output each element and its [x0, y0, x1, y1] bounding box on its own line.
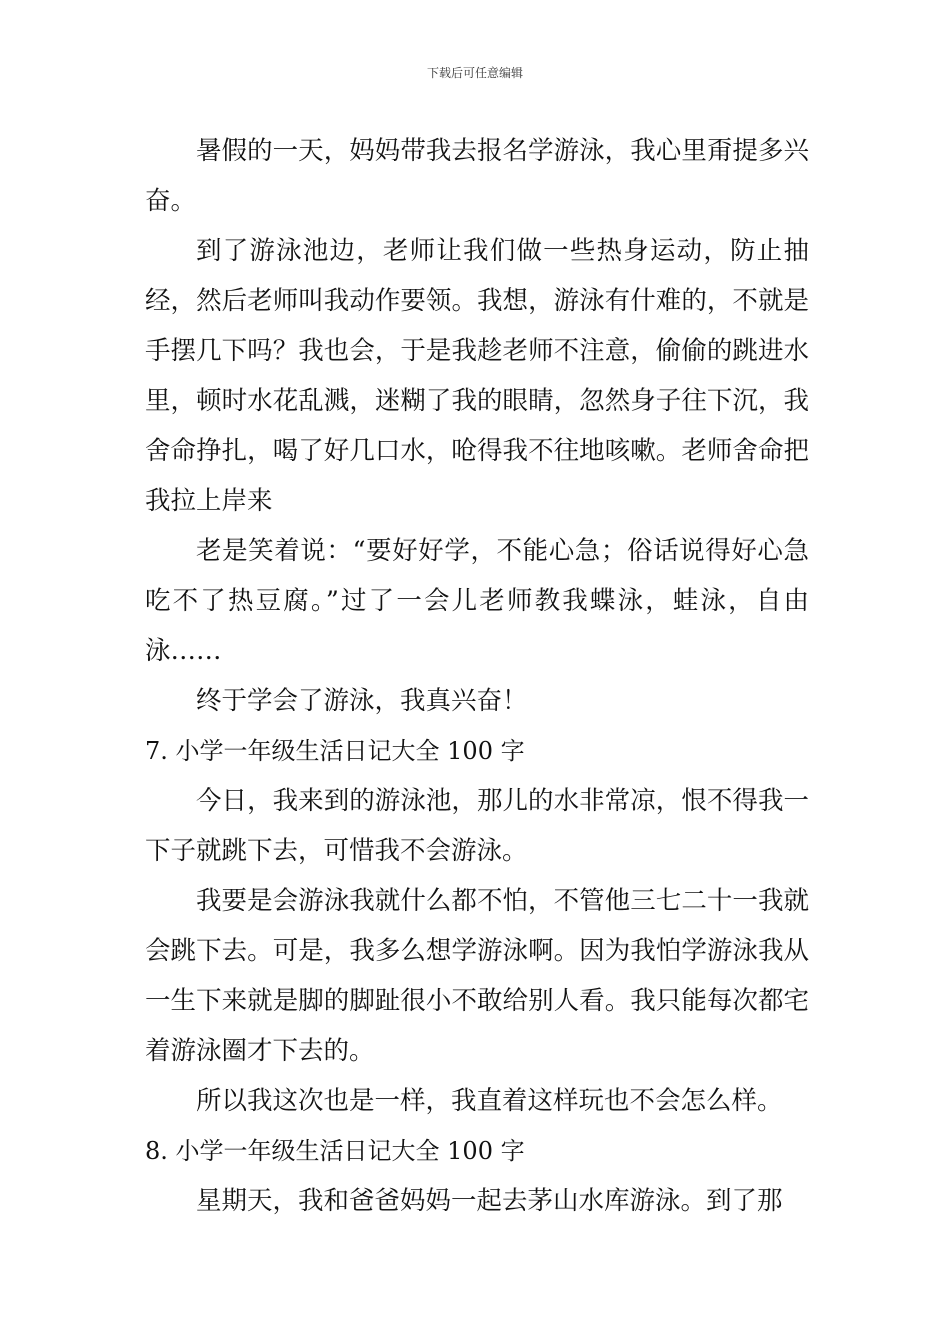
paragraph: 到了游泳池边，老师让我们做一些热身运动，防止抽经，然后老师叫我动作要领。我想，游泳有什难的，不就是手摆几下吗？我也会，于是我趁老师不注意，偷偷的跳进水里，顿时水花乱溅，迷糊了我的眼睛，忽然身子往下沉，我舍命挣扎，喝了好几口水，呛得我不往地咳嗽。老师舍命把我拉上岸来 — [145, 236, 809, 516]
paragraph: 所以我这次也是一样，我直着这样玩也不会怎么样。 — [196, 1086, 783, 1116]
section-heading: 8. 小学一年级生活日记大全 100 字 — [145, 1137, 525, 1165]
page-header: 下载后可任意编辑 — [426, 66, 523, 80]
paragraph: 老是笑着说：“要好好学，不能心急；俗话说得好心急吃不了热豆腐。”过了一会儿老师教我蝶泳，蛙泳，自由泳…… — [145, 536, 809, 666]
section-heading: 7. 小学一年级生活日记大全 100 字 — [145, 737, 525, 765]
paragraph: 星期天，我和爸爸妈妈一起去茅山水库游泳。到了那 — [196, 1186, 783, 1216]
document-body — [145, 126, 809, 1226]
paragraph: 今日，我来到的游泳池，那儿的水非常凉，恨不得我一下子就跳下去，可惜我不会游泳。 — [145, 786, 809, 866]
paragraph: 终于学会了游泳，我真兴奋！ — [196, 686, 528, 716]
paragraph: 我要是会游泳我就什么都不怕，不管他三七二十一我就会跳下去。可是，我多么想学游泳啊。因为我怕学游泳我从一生下来就是脚的脚趾很小不敢给别人看。我只能每次都宅着游泳圈才下去的。 — [145, 886, 809, 1066]
paragraph: 暑假的一天，妈妈带我去报名学游泳，我心里甭提多兴奋。 — [145, 136, 809, 216]
